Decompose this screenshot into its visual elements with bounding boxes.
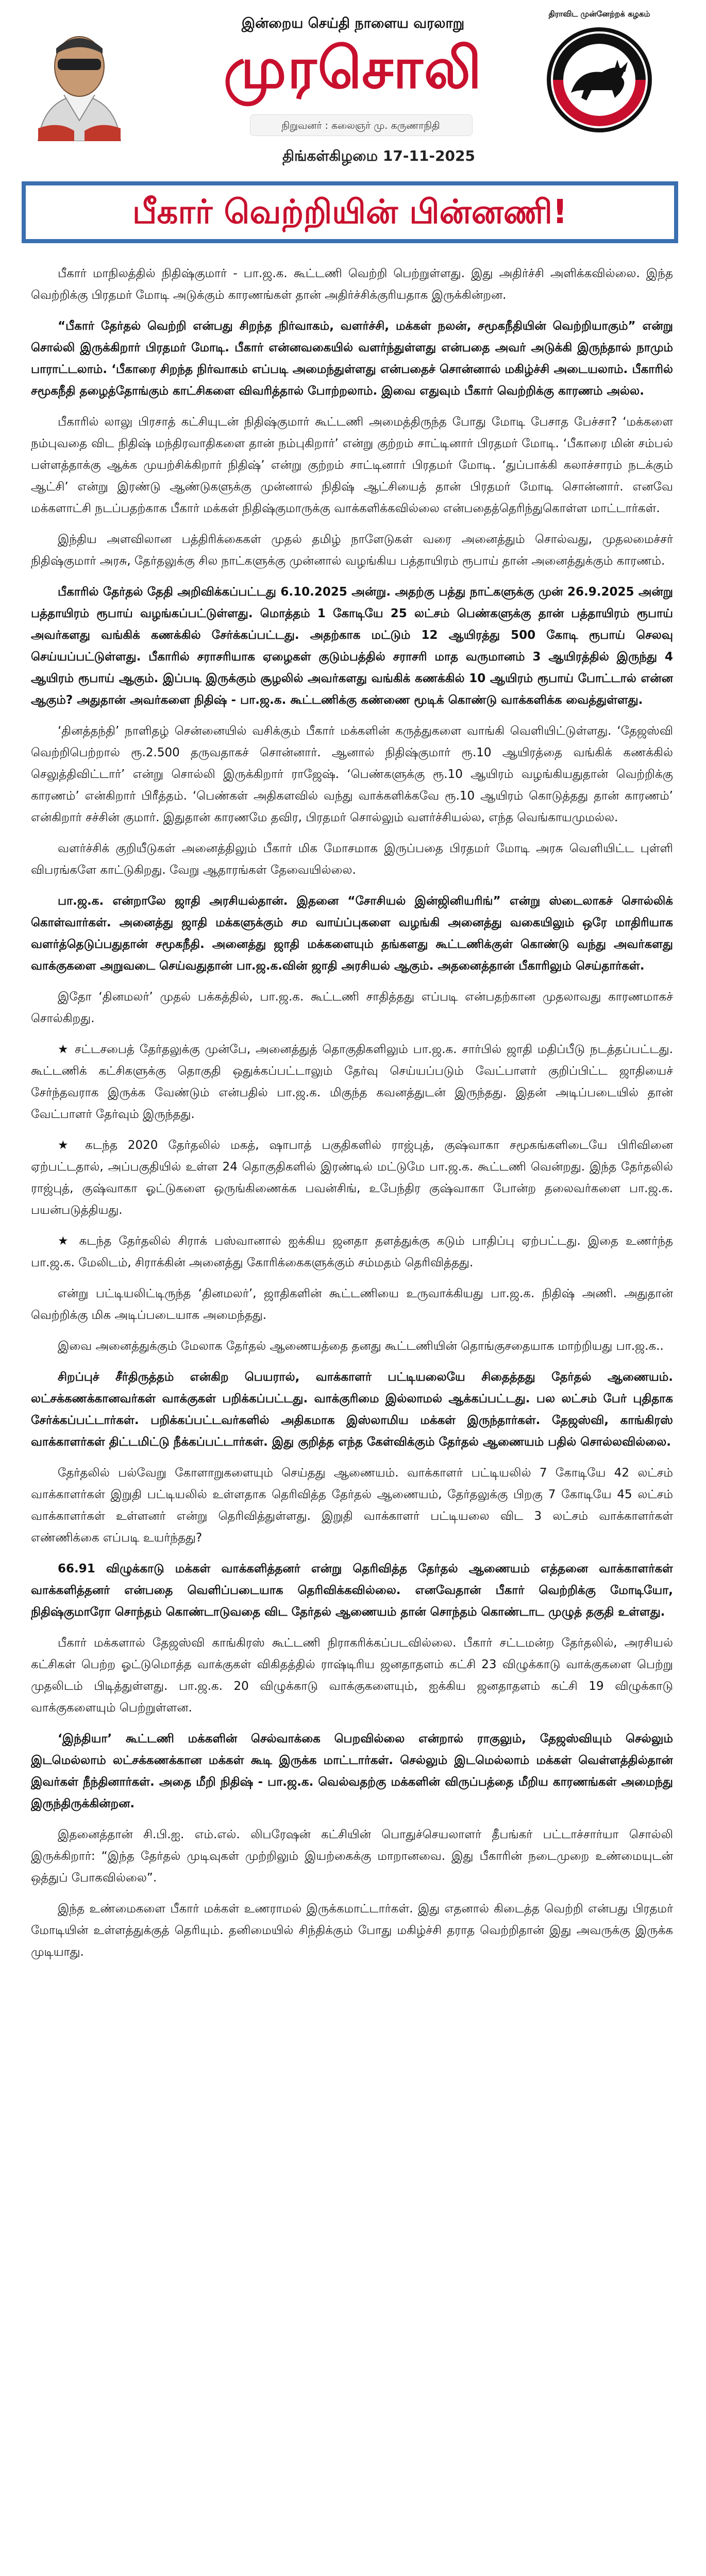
- article-paragraph: ★ சட்டசபைத் தேர்தலுக்கு முன்பே, அனைத்துத் தொகுதிகளிலும் பா.ஜ.க. சார்பில் ஜாதி மதிப்பீடு நடத்தப்பட்டது. கூட்டணிக் கட்சிகளுக்கு தொகுதி ஒதுக்கப்பட்டாலும் தேர்வு செய்யப்படும் வேட்பாளர் குறிப்பிட்ட ஜாதியைச் சேர்ந்தவராக இருக்க வேண்டும் என்பதில் பா.ஜ.க. மிகுந்த கவனத்துடன் இருந்தது. இதன் அடிப்படையில் தான் வேட்பாளர் தேர்வும் இருந்தது.: [31, 1043, 673, 1121]
- article-paragraph: இந்திய அளவிலான பத்திரிக்கைகள் முதல் தமிழ் நாளேடுகள் வரை அனைத்தும் சொல்வது, முதலமைச்சர் நிதிஷ்குமார் அரசு, தேர்தலுக்கு சில நாட்களுக்கு முன்னால் வழங்கிய பத்தாயிரம் ரூபாய் தான் அனைத்துக்கும் காரணம்.: [31, 533, 673, 568]
- article-paragraph: பீகார் மாநிலத்தில் நிதிஷ்குமார் - பா.ஜ.க. கூட்டணி வெற்றி பெற்றுள்ளது. இது அதிர்ச்சி அளிக்கவில்லை. இந்த வெற்றிக்கு பிரதமர் மோடி அடுக்கும் காரணங்கள் தான் அதிர்ச்சிக்குரியதாக இருக்கின்றன.: [31, 267, 673, 302]
- article-paragraph: ‘தினத்தந்தி’ நாளிதழ் சென்னையில் வசிக்கும் பீகார் மக்களின் கருத்துகளை வாங்கி வெளியிட்டுள்ளது. ‘தேஜஸ்வி வெற்றிபெற்றால் ரூ.2.500 தருவதாகச் சொன்னார். ஆனால் நிதிஷ்குமார் ரூ.10 ஆயிரத்தை வங்கிக் கணக்கில் செலுத்திவிட்டார்’ என்று சொல்லி இருக்கிறார் ராஜேஷ். ‘பெண்களுக்கு ரூ.10 ஆயிரம் வழங்கியதுதான் வெற்றிக்கு காரணம்’ என்கிறார் பிரீத்தம். ‘பெண்கள் அதிகளவில் வந்து வாக்களிக்கவே ரூ.10 ஆயிரம் கொடுத்தது தான் காரணம்’ என்கிறார் சச்சின் குமார். இதுதான் காரணமே தவிர, பிரதமர் சொல்லும் வளர்ச்சியல்ல, எந்த வெங்காயமுமல்ல.: [31, 724, 673, 824]
- masthead: [0, 0, 706, 170]
- article-paragraph: பீகாரில் லாலு பிரசாத் கட்சியுடன் நிதிஷ்குமார் கூட்டணி அமைத்திருந்த போது மோடி பேசாத பேச்சா? ‘மக்களை நம்புவதை விட நிதிஷ் மந்திரவாதிகளை தான் நம்புகிறார்’ என்று குற்றம் சாட்டினார் பிரதமர் மோடி. ‘பீகாரை மின் சம்பல் பள்ளத்தாக்கு ஆக்க முயற்சிக்கிறார் நிதிஷ்’ என்று குற்றம் சாட்டினார் பிரதமர் மோடி. ‘துப்பாக்கி கலாச்சாரம் நடக்கும் ஆட்சி’ என்று இரண்டு ஆண்டுகளுக்கு முன்னால் நிதிஷ் ஆட்சியைத் தான் பிரதமர் மோடி சொன்னார். எனவே மக்களாட்சி நடப்பதற்காக பீகார் மக்கள் நிதிஷ்குமாருக்கு வாக்களிக்கவில்லை என்பதைத்தெரிந்துகொள்ள மாட்டார்கள்.: [31, 415, 673, 515]
- issue-date: திங்கள்கிழமை 17-11-2025: [282, 147, 475, 164]
- article-paragraph: 66.91 விழுக்காடு மக்கள் வாக்களித்தனர் என்று தெரிவித்த தேர்தல் ஆணையம் எத்தனை வாக்காளர்கள் வாக்களித்தனர் என்பதை வெளிப்படையாக தெரிவிக்கவில்லை. எனவேதான் பீகார் வெற்றிக்கு மோடியோ, நிதிஷ்குமாரோ சொந்தம் கொண்டாடுவதை விட தேர்தல் ஆணையம் தான் சொந்தம் கொண்டாட முழுத் தகுதி உள்ளது.: [31, 1562, 673, 1619]
- article-paragraph: சிறப்புச் சீர்திருத்தம் என்கிற பெயரால், வாக்காளர் பட்டியலையே சிதைத்தது தேர்தல் ஆணையம். லட்சக்கணக்கானவர்கள் வாக்குகள் பறிக்கப்பட்டது. வாக்குரிமை இல்லாமல் ஆக்கப்பட்டது. பல லட்சம் பேர் புதிதாக சேர்க்கப்பட்டார்கள். பறிக்கப்பட்டவர்களில் அதிகமாக இஸ்லாமிய மக்கள் இருந்தார்கள். தேஜஸ்வி, காங்கிரஸ் வாக்காளர்கள் திட்டமிட்டு நீக்கப்பட்டார்கள். இது குறித்த எந்த கேள்விக்கும் தேர்தல் ஆணையம் பதில் சொல்லவில்லை.: [31, 1370, 673, 1449]
- article-paragraph: வளர்ச்சிக் குறியீடுகள் அனைத்திலும் பீகார் மிக மோசமாக இருப்பதை பிரதமர் மோடி அரசு வெளியிட்ட புள்ளி விபரங்களே காட்டுகிறது. வேறு ஆதாரங்கள் தேவையில்லை.: [31, 842, 673, 877]
- article-paragraph: ‘இந்தியா’ கூட்டணி மக்களின் செல்வாக்கை பெறவில்லை என்றால் ராகுலும், தேஜஸ்வியும் செல்லும் இடமெல்லாம் லட்சக்கணக்கான மக்கள் கூடி இருக்க மாட்டார்கள். செல்லும் இடமெல்லாம் மக்கள் வெள்ளத்தில்தான் இவர்கள் நீந்தினார்கள். அதை மீறி நிதிஷ் - பா.ஜ.க. வெல்வதற்கு மக்களின் விருப்பத்தை மீறிய காரணங்கள் அமைந்து இருந்திருக்கின்றன.: [31, 1732, 673, 1810]
- article-paragraph: பா.ஜ.க. என்றாலே ஜாதி அரசியல்தான். இதனை “சோசியல் இன்ஜினியரிங்” என்று ஸ்டைலாகச் சொல்லிக் கொள்வார்கள். அனைத்து ஜாதி மக்களுக்கும் சம வாய்ப்புகளை வழங்கி அனைத்து வகையிலும் ஒரே மாதிரியாக வளர்த்தெடுப்பதுதான் சமூகநீதி. அனைத்து ஜாதி மக்களையும் தங்களது கூட்டணிக்குள் கொண்டு வந்து அவர்களது வாக்குகளை அறுவடை செய்வதுதான் பா.ஜ.க.வின் ஜாதி அரசியல் ஆகும். அதனைத்தான் பீகாரிலும் செய்தார்கள்.: [31, 894, 673, 973]
- article-paragraph: பீகாரில் தேர்தல் தேதி அறிவிக்கப்பட்டது 6.10.2025 அன்று. அதற்கு பத்து நாட்களுக்கு முன் 26.9.2025 அன்று பத்தாயிரம் ரூபாய் வழங்கப்பட்டுள்ளது. மொத்தம் 1 கோடியே 25 லட்சம் பெண்களுக்கு தான் பத்தாயிரம் ரூபாய் அவர்களது வங்கிக் கணக்கில் சேர்க்கப்பட்டது. அதற்காக மட்டும் 12 ஆயிரத்து 500 கோடி ரூபாய் செலவு செய்யப்பட்டுள்ளது. பீகாரில் சராசரியாக ஏழைகள் குடும்பத்தில் சராசரி மாத வருமானம் 3 ஆயிரத்தில் இருந்து 4 ஆயிரம் ரூபாய் ஆகும். இப்படி இருக்கும் சூழலில் அவர்களது வங்கிக் கணக்கில் 10 ஆயிரம் ரூபாய் போட்டால் என்ன ஆகும்? அதுதான் அவர்களை நிதிஷ் - பா.ஜ.க. கூட்டணிக்கு கண்ணை மூடிக் கொண்டு வாக்களிக்க வைத்துள்ளது.: [31, 585, 673, 707]
- article-paragraph: இவை அனைத்துக்கும் மேலாக தேர்தல் ஆணையத்தை தனது கூட்டணியின் தொங்குசதையாக மாற்றியது பா.ஜ.க..: [58, 1340, 664, 1353]
- article-paragraph: என்று பட்டியலிட்டிருந்த ‘தினமலர்’, ஜாதிகளின் கூட்டணியை உருவாக்கியது பா.ஜ.க. நிதிஷ் அணி. அதுதான் வெற்றிக்கு மிக அடிப்படையாக அமைந்தது.: [31, 1287, 673, 1322]
- emblem-caption: திராவிட முன்னேற்றக் கழகம்: [548, 9, 650, 19]
- article-body: [31, 263, 673, 2576]
- article-paragraph: பீகார் மக்களால் தேஜஸ்வி காங்கிரஸ் கூட்டணி நிராகரிக்கப்படவில்லை. பீகார் சட்டமன்ற தேர்தலில், அரசியல் கட்சிகள் பெற்ற ஓட்டுமொத்த வாக்குகள் விகிதத்தில் ராஷ்டிரிய ஜனதாதளம் கட்சி 23 விழுக்காடு வாக்குகளை பெற்று முதலிடம் பிடித்துள்ளது. பா.ஜ.க. 20 விழுக்காடு வாக்குகளையும், ஐக்கிய ஜனதாதளம் கட்சி 19 விழுக்காடு வாக்குகளையும் பெற்றுள்ளன.: [31, 1636, 673, 1715]
- headline: பீகார் வெற்றியின் பின்னணி!: [132, 193, 568, 231]
- founder-credit: நிறுவனர் : கலைஞர் மு. கருணாநிதி: [281, 120, 440, 131]
- article-paragraph: தேர்தலில் பல்வேறு கோளாறுகளையும் செய்தது ஆணையம். வாக்காளர் பட்டியலில் 7 கோடியே 42 லட்சம் வாக்காளர்கள் இறுதி பட்டியலில் உள்ளதாக தெரிவித்த தேர்தல் ஆணையம், தேர்தலுக்கு பிறகு 7 கோடியே 45 லட்சம் வாக்காளர்கள் உள்ளனர் என்று தெரிவித்துள்ளது. இறுதி வாக்காளர் பட்டியலை விட 3 லட்சம் வாக்காளர்கள் எண்ணிக்கை எப்படி உயர்ந்தது?: [31, 1466, 673, 1545]
- masthead-tagline: இன்றைய செய்தி நாளைய வரலாறு: [241, 15, 465, 31]
- article-paragraph: இதோ ‘தினமலர்’ முதல் பக்கத்தில், பா.ஜ.க. கூட்டணி சாதித்தது எப்படி என்பதற்கான முதலாவது காரணமாகச் சொல்கிறது.: [31, 990, 673, 1025]
- article-paragraph: “பீகார் தேர்தல் வெற்றி என்பது சிறந்த நிர்வாகம், வளர்ச்சி, மக்கள் நலன், சமூகநீதியின் வெற்றியாகும்” என்று சொல்லி இருக்கிறார் பிரதமர் மோடி. பீகார் என்னவகையில் வளர்ந்துள்ளது என்பதை அவர் அடுக்கி இருந்தால் நாமும் பாராட்டலாம். ‘பீகாரை சிறந்த நிர்வாகம் எப்படி அமைந்துள்ளது என்பதைச் சொன்னால் மகிழ்ச்சி அடையலாம். பீகாரில் சமூகநீதி தழைத்தோங்கும் காட்சிகளை விவரித்தால் போற்றலாம். இவை எதுவும் பீகார் வெற்றிக்கு காரணம் அல்ல.: [31, 319, 673, 398]
- article-paragraph: இந்த உண்மைகளை பீகார் மக்கள் உணராமல் இருக்கமாட்டார்கள். இது எதனால் கிடைத்த வெற்றி என்பது பிரதமர் மோடியின் உள்ளத்துக்குத் தெரியும். தனிமையில் சிந்திக்கும் போது மகிழ்ச்சி தராத வெற்றிதான் இது அவருக்கு இருக்க முடியாது.: [31, 1902, 673, 1959]
- article-paragraph: ★ கடந்த தேர்தலில் சிராக் பஸ்வானால் ஐக்கிய ஜனதா தளத்துக்கு கடும் பாதிப்பு ஏற்பட்டது. இதை உணர்ந்த பா.ஜ.க. மேலிடம், சிராக்கின் அனைத்து கோரிக்கைகளுக்கும் சம்மதம் தெரிவித்தது.: [31, 1234, 673, 1269]
- article-paragraph: இதனைத்தான் சி.பி.ஐ. எம்.எல். லிபரேஷன் கட்சியின் பொதுச்செயலாளர் தீபங்கர் பட்டாச்சார்யா சொல்லி இருக்கிறார்: “இந்த தேர்தல் முடிவுகள் முற்றிலும் இயற்கைக்கு மாறானவை. இது பீகாரின் நடைமுறை உண்மையுடன் ஒத்துப் போகவில்லை”.: [31, 1828, 673, 1885]
- masthead-title: முரசொலி: [223, 35, 483, 101]
- article-paragraph: ★ கடந்த 2020 தேர்தலில் மகத், ஷாபாத் பகுதிகளில் ராஜ்புத், குஷ்வாகா சமூகங்களிடையே பிரிவினை ஏற்பட்டதால், அப்பகுதியில் உள்ள 24 தொகுதிகளில் இரண்டில் மட்டுமே பா.ஜ.க. கூட்டணி வென்றது. இந்த தேர்தலில் ராஜ்புத், குஷ்வாகா ஓட்டுகளை ஒருங்கிணைக்க பவன்சிங், உபேந்திர குஷ்வாகா போன்ற தலைவர்களை பா.ஜ.க. பயன்படுத்தியது.: [31, 1139, 673, 1217]
- party-emblem: [530, 21, 669, 139]
